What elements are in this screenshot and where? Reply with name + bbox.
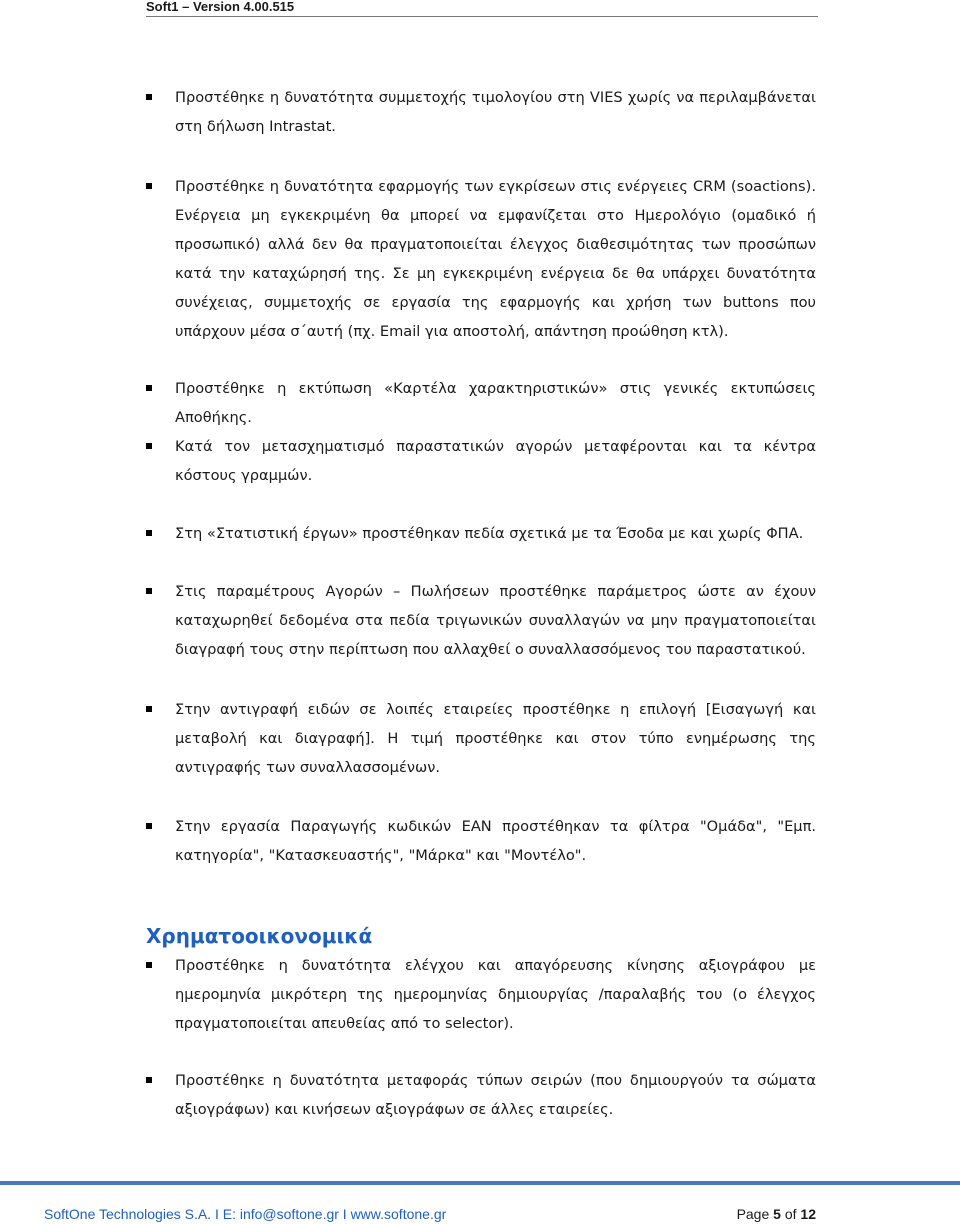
bullet-icon — [146, 962, 152, 968]
bullet-icon — [146, 443, 152, 449]
bullet-icon — [146, 530, 152, 536]
list-item-text: Στην αντιγραφή ειδών σε λοιπές εταιρείες προστέθηκε η επιλογή [Εισαγωγή και μεταβολή και διαγραφή]. Η τιμή προστέθηκε και στον τύπο ενημέρωσης της αντιγραφής των συναλλασσομένων. — [175, 701, 816, 776]
page-number — [737, 1206, 816, 1222]
page-of: of — [784, 1206, 797, 1222]
page-header — [146, 0, 818, 17]
list-item-text: Προστέθηκε η δυνατότητα εφαρμογής των εγκρίσεων στις ενέργειες CRM (soactions). Ενέργεια μη εγκεκριμένη θα μπορεί να εμφανίζεται στο Ημερολόγιο (ομαδικό ή προσωπικό) αλλά δεν θα πραγματοποιείται έλεγχος διαθεσιμότητας των προσώπων κατά την καταχώρησή της. Σε μη εγκεκριμένη ενέργεια δε θα υπάρχει δυνατότητα συνέχειας, συμμετοχής σε εργασία της εφαρμογής και χρήση των buttons που υπάρχουν μέσα σ΄αυτή (πχ. Email για αποστολή, απάντηση προώθηση κτλ). — [175, 178, 816, 340]
list-item-text: Κατά τον μετασχηματισμό παραστατικών αγορών μεταφέρονται και τα κέντρα κόστους γραμμών. — [175, 438, 816, 484]
footer-divider — [0, 1181, 960, 1185]
bullet-icon — [146, 823, 152, 829]
page-current: 5 — [773, 1206, 781, 1222]
bullet-icon — [146, 94, 152, 100]
page-total: 12 — [800, 1206, 816, 1222]
bullet-icon — [146, 385, 152, 391]
bullet-icon — [146, 706, 152, 712]
page-word: Page — [736, 1206, 770, 1222]
list-item-text: Προστέθηκε η δυνατότητα μεταφοράς τύπων σειρών (που δημιουργούν τα σώματα αξιογράφων) και κινήσεων αξιογράφων σε άλλες εταιρείες. — [175, 1072, 816, 1118]
list-item-text: Στην εργασία Παραγωγής κωδικών EAN προστέθηκαν τα φίλτρα "Ομάδα", "Εμπ. κατηγορία", "Κατασκευαστής", "Μάρκα" και "Μοντέλο". — [175, 818, 816, 864]
bullet-icon — [146, 1077, 152, 1083]
bullet-icon — [146, 588, 152, 594]
list-item-text: Προστέθηκε η δυνατότητα ελέγχου και απαγόρευσης κίνησης αξιογράφου με ημερομηνία μικρότερη της ημερομηνίας δημιουργίας /παραλαβής του (ο έλεγχος πραγματοποιείται απευθείας από το selector). — [175, 957, 816, 1032]
header-title: Soft1 – Version 4.00.515 — [146, 0, 295, 14]
section-heading: Χρηματοοικονομικά — [146, 924, 373, 948]
list-item-text: Στη «Στατιστική έργων» προστέθηκαν πεδία σχετικά με τα Έσοδα με και χωρίς ΦΠΑ. — [175, 525, 804, 542]
list-item-text: Στις παραμέτρους Αγορών – Πωλήσεων προστέθηκε παράμετρος ώστε αν έχουν καταχωρηθεί δεδομένα στα πεδία τριγωνικών συναλλαγών να μην πραγματοποιείται διαγραφή τους στην περίπτωση που αλλαχθεί ο συναλλασσόμενος του παραστατικού. — [175, 583, 816, 658]
list-item-text: Προστέθηκε η δυνατότητα συμμετοχής τιμολογίου στη VIES χωρίς να περιλαμβάνεται στη δήλωση Intrastat. — [175, 89, 816, 135]
bullet-icon — [146, 183, 152, 189]
footer-company-info: SoftOne Technologies S.A. I E: info@softone.gr I www.softone.gr — [44, 1206, 447, 1222]
list-item-text: Προστέθηκε η εκτύπωση «Καρτέλα χαρακτηριστικών» στις γενικές εκτυπώσεις Αποθήκης. — [175, 380, 816, 426]
